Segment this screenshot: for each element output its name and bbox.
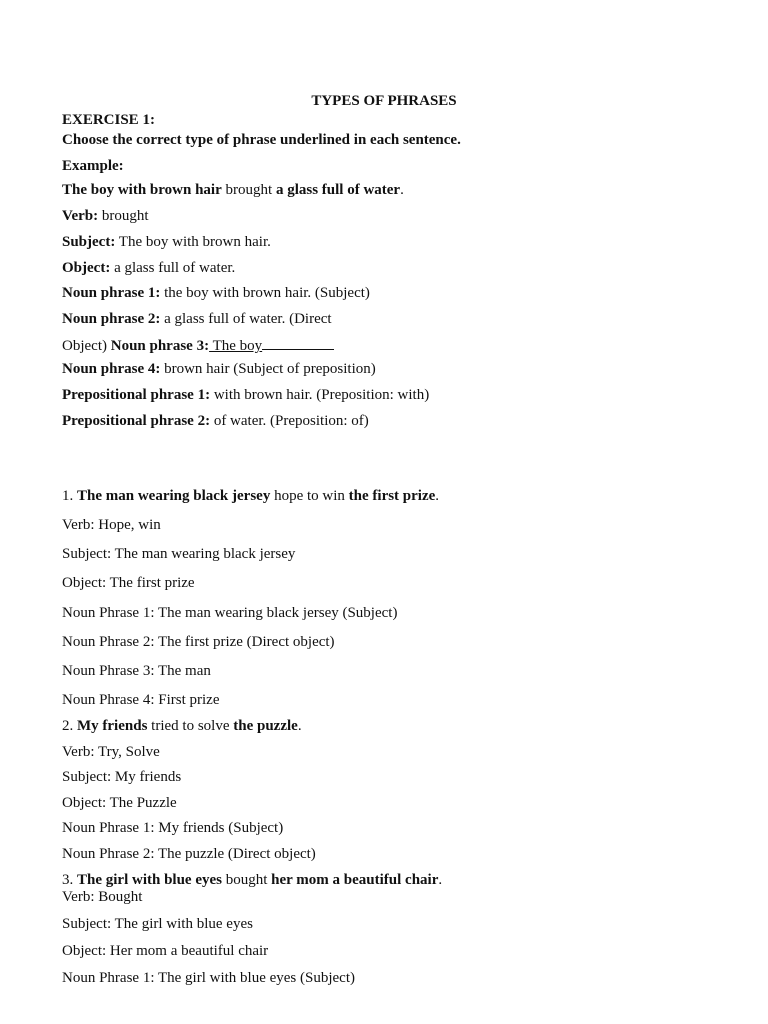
q1-line: Noun Phrase 2: The first prize (Direct object) <box>62 634 335 650</box>
example-np1-line <box>62 284 370 302</box>
example-pp1-line <box>62 386 429 404</box>
example-verb-line <box>62 207 149 225</box>
object-value: a glass full of water. <box>110 260 236 276</box>
pp2-value: of water. (Preposition: of) <box>210 413 369 429</box>
np2-value: a glass full of water. (Direct <box>160 311 332 327</box>
example-subject: The boy with brown hair <box>62 182 222 198</box>
example-label: Example: <box>62 158 124 174</box>
pp2-label: Prepositional phrase 2: <box>62 413 211 429</box>
q2-line: Noun Phrase 1: My friends (Subject) <box>62 820 284 836</box>
np1-value: the boy with brown hair. (Subject) <box>160 285 370 301</box>
q3-line: Verb: Bought <box>62 889 143 905</box>
q1-line: Subject: The man wearing black jersey <box>62 546 296 562</box>
q3-line: Subject: The girl with blue eyes <box>62 916 253 932</box>
subject-value: The boy with brown hair. <box>115 234 271 250</box>
q1-line: Noun Phrase 4: First prize <box>62 692 220 708</box>
q3-sentence <box>62 871 442 889</box>
q2-line: Object: The Puzzle <box>62 795 177 811</box>
q3-line: Object: Her mom a beautiful chair <box>62 943 269 959</box>
q3-end: . <box>438 872 443 888</box>
q2-sentence <box>62 717 302 735</box>
q2-line: Subject: My friends <box>62 769 182 785</box>
q1-number: 1. <box>62 488 77 504</box>
q3-subject: The girl with blue eyes <box>77 872 222 888</box>
exercise-heading: EXERCISE 1: <box>62 112 155 128</box>
q1-middle: hope to win <box>270 488 349 504</box>
page-title <box>0 92 768 110</box>
q1-subject: The man wearing black jersey <box>77 488 271 504</box>
np3-label: Noun phrase 3: <box>110 338 210 354</box>
np4-value: brown hair (Subject of preposition) <box>160 361 376 377</box>
q2-middle: tried to solve <box>147 718 234 734</box>
np2-continued: Object) <box>62 338 111 354</box>
q3-line: Noun Phrase 1: The girl with blue eyes (Subject) <box>62 970 355 986</box>
q1-line: Noun Phrase 3: The man <box>62 663 211 679</box>
q2-end: . <box>297 718 302 734</box>
verb-label: Verb: <box>62 208 99 224</box>
np1-label: Noun phrase 1: <box>62 285 161 301</box>
object-label: Object: <box>62 260 111 276</box>
q2-object: the puzzle <box>233 718 298 734</box>
q1-object: the first prize <box>348 488 436 504</box>
example-np3-line <box>62 336 334 355</box>
example-verb: brought <box>221 182 276 198</box>
q3-object: her mom a beautiful chair <box>271 872 439 888</box>
pp1-value: with brown hair. (Preposition: with) <box>210 387 430 403</box>
q2-subject: My friends <box>77 718 148 734</box>
q1-line: Object: The first prize <box>62 575 195 591</box>
np3-value: The boy <box>209 338 263 354</box>
verb-value: brought <box>98 208 149 224</box>
example-subject-line <box>62 233 271 251</box>
pp1-label: Prepositional phrase 1: <box>62 387 211 403</box>
example-object-line <box>62 259 235 277</box>
q2-line: Verb: Try, Solve <box>62 744 160 760</box>
example-np2-line <box>62 310 332 328</box>
example-end: . <box>400 182 404 198</box>
q2-number: 2. <box>62 718 77 734</box>
q1-line: Verb: Hope, win <box>62 517 161 533</box>
np3-blank <box>262 336 334 350</box>
q1-sentence <box>62 487 439 505</box>
title-text: TYPES OF PHRASES <box>311 93 457 109</box>
instruction-text: Choose the correct type of phrase underlined in each sentence. <box>62 132 461 148</box>
q2-line: Noun Phrase 2: The puzzle (Direct object) <box>62 846 316 862</box>
subject-label: Subject: <box>62 234 116 250</box>
example-np4-line <box>62 360 376 378</box>
np4-label: Noun phrase 4: <box>62 361 161 377</box>
np2-label: Noun phrase 2: <box>62 311 161 327</box>
q1-line: Noun Phrase 1: The man wearing black jersey (Subject) <box>62 605 398 621</box>
q3-middle: bought <box>222 872 272 888</box>
example-object: a glass full of water <box>275 182 401 198</box>
q3-number: 3. <box>62 872 77 888</box>
q1-end: . <box>435 488 440 504</box>
example-pp2-line <box>62 412 369 430</box>
example-sentence <box>62 181 404 199</box>
